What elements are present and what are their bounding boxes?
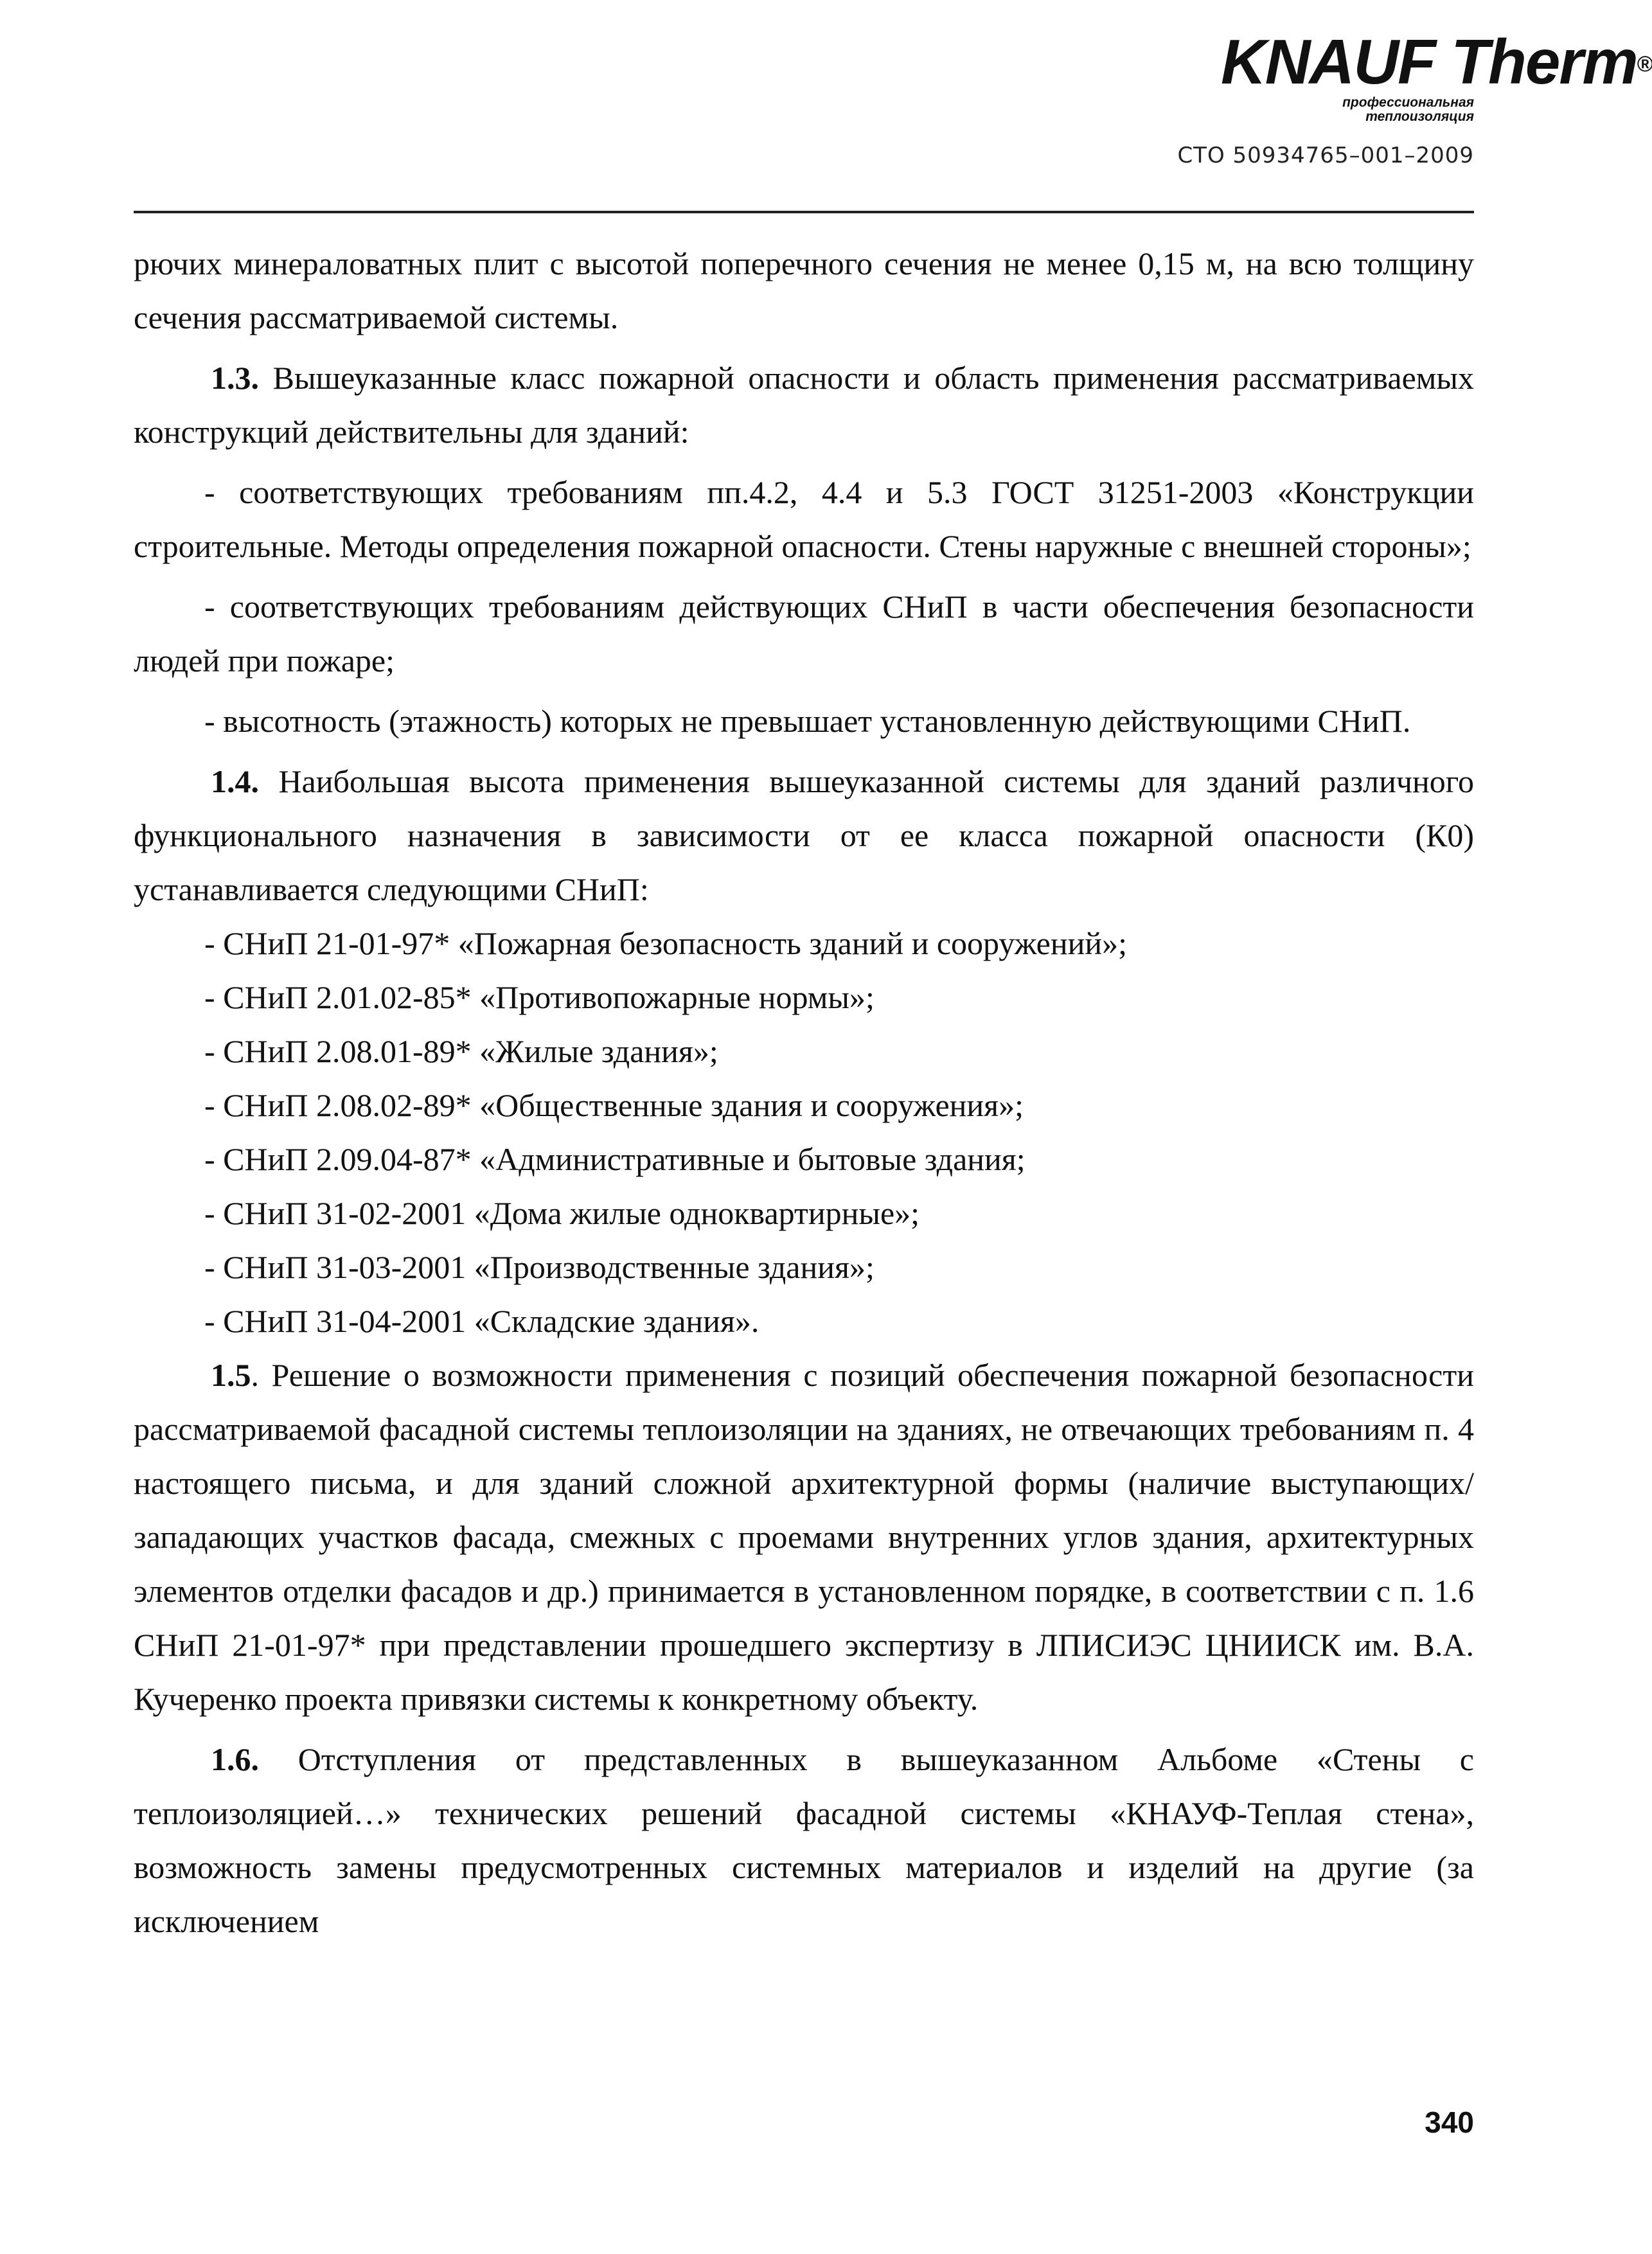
logo-tagline-line-2: теплоизоляция bbox=[1365, 109, 1474, 124]
snip-list-item: - СНиП 31-02-2001 «Дома жилые одноквартирные»; bbox=[204, 1195, 920, 1231]
clause-number-1-4: 1.4. bbox=[211, 763, 259, 799]
header-divider bbox=[134, 211, 1474, 213]
knauf-therm-logo bbox=[1221, 26, 1652, 138]
paragraph-1-5 bbox=[134, 1348, 1474, 1726]
list-item-1-3-b: - соответствующих требованиям действующих СНиП в части обеспечения безопасности людей при пожаре; bbox=[134, 589, 1474, 679]
logo-tagline-line-1: профессиональная bbox=[1342, 95, 1474, 110]
standard-code: СТО 50934765–001–2009 bbox=[1177, 143, 1474, 168]
clause-text-1-3: Вышеуказанные класс пожарной опасности и область применения рассматриваемых конструкций действительны для зданий: bbox=[134, 360, 1474, 450]
snip-list-item: - СНиП 2.01.02-85* «Противопожарные нормы»; bbox=[204, 979, 875, 1015]
document-body bbox=[134, 236, 1474, 1948]
clause-text-1-5: . Решение о возможности применения с позиций обеспечения пожарной безопасности рассматриваемой фасадной системы теплоизоляции на зданиях, не отвечающих требованиям п. 4 настоящего письма, и для зданий сложной архитектурной формы (наличие выступающих/западающих участков фасада, смежных с проемами внутренних углов здания, архитектурных элементов отделки фасадов и др.) принимается в установленном порядке, в соответствии с п. 1.6 СНиП 21-01-97* при представлении прошедшего экспертизу в ЛПИСИЭС ЦНИИСК им. В.А. Кучеренко проекта привязки системы к конкретному объекту. bbox=[134, 1357, 1474, 1717]
clause-text-1-4: Наибольшая высота применения вышеуказанной системы для зданий различного функционального назначения в зависимости от ее класса пожарной опасности (К0) устанавливается следующими СНиП: bbox=[134, 763, 1474, 907]
snip-list-item: - СНиП 31-03-2001 «Производственные здания»; bbox=[204, 1249, 875, 1285]
page-number: 340 bbox=[1425, 2106, 1474, 2139]
snip-list-item: - СНиП 21-01-97* «Пожарная безопасность зданий и сооружений»; bbox=[204, 925, 1127, 961]
snip-list-item: - СНиП 2.09.04-87* «Административные и бытовые здания; bbox=[204, 1141, 1026, 1177]
paragraph-1-6 bbox=[134, 1732, 1474, 1948]
snip-list-item: - СНиП 2.08.01-89* «Жилые здания»; bbox=[204, 1033, 718, 1069]
clause-number-1-3: 1.3. bbox=[211, 360, 259, 396]
clause-number-1-6: 1.6. bbox=[211, 1741, 259, 1777]
paragraph-1-3 bbox=[134, 351, 1474, 459]
logo-wordmark: KNAUF Therm® bbox=[1221, 26, 1652, 97]
snip-list-item: - СНиП 31-04-2001 «Складские здания». bbox=[204, 1303, 759, 1339]
clause-text-1-6: Отступления от представленных в вышеуказанном Альбоме «Стены с теплоизоляцией…» технических решений фасадной системы «КНАУФ-Теплая стена», возможность замены предусмотренных системных материалов и изделий на другие (за исключением bbox=[134, 1741, 1474, 1939]
paragraph-continuation: рючих минераловатных плит с высотой поперечного сечения не менее 0,15 м, на всю толщину сечения рассматриваемой системы. bbox=[134, 245, 1474, 335]
paragraph-1-4 bbox=[134, 754, 1474, 916]
list-item-1-3-a: - соответствующих требованиям пп.4.2, 4.4 и 5.3 ГОСТ 31251-2003 «Конструкции строительные. Методы определения пожарной опасности. Стены наружные с внешней стороны»; bbox=[134, 474, 1474, 564]
snip-list-item: - СНиП 2.08.02-89* «Общественные здания и сооружения»; bbox=[204, 1087, 1024, 1123]
list-item-1-3-c: - высотность (этажность) которых не превышает установленную действующими СНиП. bbox=[204, 703, 1411, 739]
clause-number-1-5: 1.5 bbox=[211, 1357, 251, 1393]
